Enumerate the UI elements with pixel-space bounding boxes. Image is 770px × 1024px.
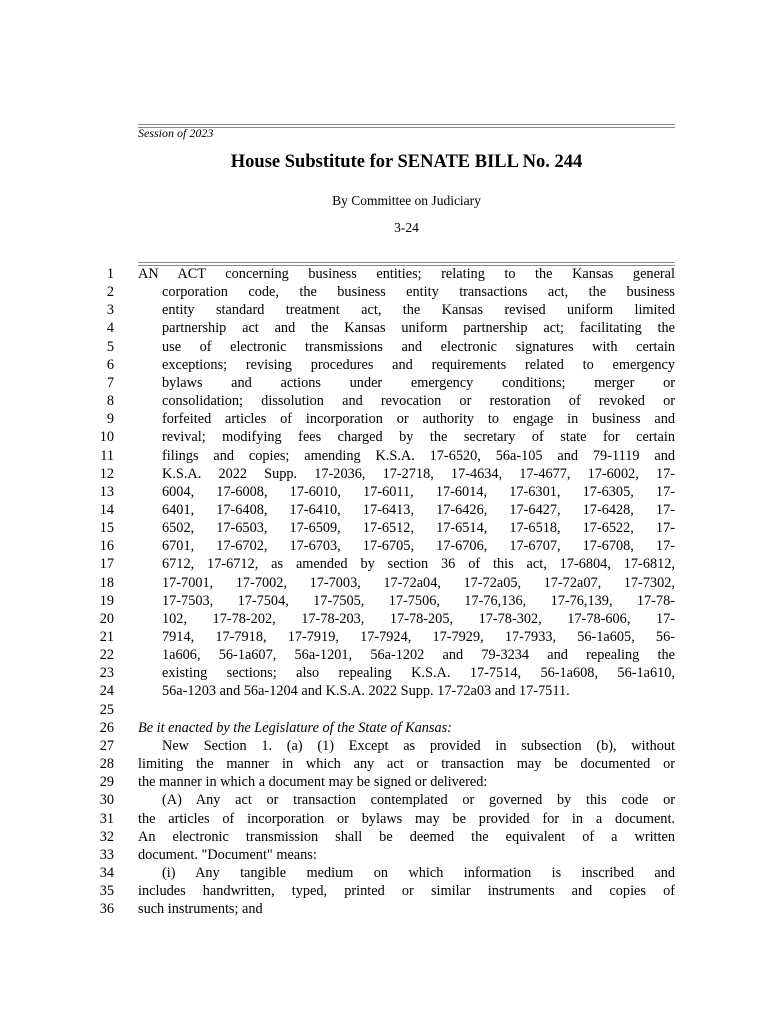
line-number: 20	[99, 610, 114, 627]
line-text: consolidation; dissolution and revocation or restoration of revoked or	[162, 393, 675, 410]
line-text: K.S.A. 2022 Supp. 17-2036, 17-2718, 17-4634, 17-4677, 17-6002, 17-	[162, 465, 675, 482]
line-number: 14	[99, 501, 114, 518]
line-number: 4	[106, 320, 114, 337]
line-number: 30	[99, 792, 114, 809]
line-text: 6401, 17-6408, 17-6410, 17-6413, 17-6426, 17-6427, 17-6428, 17-	[162, 501, 675, 518]
line-number: 33	[99, 846, 114, 863]
line-number: 25	[99, 701, 114, 718]
line-number: 29	[99, 774, 114, 791]
line-number: 22	[99, 647, 114, 664]
line-text: 17-7001, 17-7002, 17-7003, 17-72a04, 17-72a05, 17-72a07, 17-7302,	[162, 574, 675, 591]
line-number: 19	[99, 592, 114, 609]
line-text: filings and copies; amending K.S.A. 17-6520, 56a-105 and 79-1119 and	[162, 447, 675, 464]
line-number: 11	[100, 447, 114, 464]
line-text: forfeited articles of incorporation or authority to engage in business and	[162, 411, 675, 428]
line-text: 6712, 17-6712, as amended by section 36 of this act, 17-6804, 17-6812,	[162, 556, 675, 573]
line-text: 6701, 17-6702, 17-6703, 17-6705, 17-6706, 17-6707, 17-6708, 17-	[162, 538, 675, 555]
line-text: use of electronic transmissions and electronic signatures with certain	[162, 338, 675, 355]
line-number: 23	[99, 665, 114, 682]
line-text: (A) Any act or transaction contemplated or governed by this code or	[162, 792, 675, 809]
line-number: 8	[106, 393, 114, 410]
line-number: 5	[106, 338, 114, 355]
header-rule-bottom	[138, 127, 675, 128]
line-number: 9	[106, 411, 114, 428]
line-text: the articles of incorporation or bylaws may be provided for in a document.	[138, 810, 675, 827]
line-number: 6	[106, 356, 114, 373]
line-number: 13	[99, 483, 114, 500]
line-text: corporation code, the business entity transactions act, the business	[162, 284, 675, 301]
line-text: partnership act and the Kansas uniform partnership act; facilitating the	[162, 320, 675, 337]
line-text: exceptions; revising procedures and requirements related to emergency	[162, 356, 675, 373]
line-text: includes handwritten, typed, printed or similar instruments and copies of	[138, 883, 675, 900]
line-number: 28	[99, 756, 114, 773]
line-number: 21	[99, 629, 114, 645]
line-number: 35	[99, 883, 114, 900]
line-text: 6502, 17-6503, 17-6509, 17-6512, 17-6514, 17-6518, 17-6522, 17-	[162, 520, 675, 537]
line-text: 7914, 17-7918, 17-7919, 17-7924, 17-7929, 17-7933, 56-1a605, 56-	[162, 629, 675, 645]
line-number: 26	[99, 719, 114, 736]
line-number: 36	[99, 901, 114, 918]
line-text: 56a-1203 and 56a-1204 and K.S.A. 2022 Supp. 17-72a03 and 17-7511.	[162, 683, 570, 700]
line-text: 102, 17-78-202, 17-78-203, 17-78-205, 17-78-302, 17-78-606, 17-	[162, 610, 675, 627]
line-text: Be it enacted by the Legislature of the State of Kansas:	[138, 719, 452, 736]
line-number: 27	[99, 737, 114, 754]
line-number: 17	[99, 556, 114, 573]
line-number: 18	[99, 574, 114, 591]
line-text: An electronic transmission shall be deemed the equivalent of a written	[138, 828, 675, 845]
bill-title: House Substitute for SENATE BILL No. 244	[230, 152, 583, 172]
line-text: limiting the manner in which any act or transaction may be documented or	[138, 756, 675, 773]
line-text: 1a606, 56-1a607, 56a-1201, 56a-1202 and 79-3234 and repealing the	[162, 647, 675, 664]
line-number: 3	[106, 302, 114, 319]
line-number: 34	[99, 864, 114, 881]
line-number: 31	[99, 810, 114, 827]
line-text: New Section 1. (a) (1) Except as provided in subsection (b), without	[162, 737, 675, 754]
line-number: 32	[99, 828, 114, 845]
line-text: 17-7503, 17-7504, 17-7505, 17-7506, 17-76,136, 17-76,139, 17-78-	[162, 592, 675, 609]
line-number: 12	[99, 465, 114, 482]
line-text: such instruments; and	[138, 901, 263, 918]
line-text: document. "Document" means:	[138, 846, 317, 863]
line-text: the manner in which a document may be signed or delivered:	[138, 774, 488, 791]
line-number: 1	[106, 266, 114, 282]
line-number: 24	[99, 683, 114, 700]
line-text: 6004, 17-6008, 17-6010, 17-6011, 17-6014, 17-6301, 17-6305, 17-	[162, 483, 675, 500]
line-number: 16	[99, 538, 114, 555]
line-text: (i) Any tangible medium on which information is inscribed and	[162, 864, 675, 881]
line-text: entity standard treatment act, the Kansas revised uniform limited	[162, 302, 675, 319]
line-text: revival; modifying fees charged by the secretary of state for certain	[162, 429, 675, 446]
line-number: 7	[106, 374, 114, 391]
date-line: 3-24	[394, 220, 419, 235]
line-number: 2	[106, 284, 114, 301]
line-text: AN ACT concerning business entities; relating to the Kansas general	[138, 266, 675, 282]
line-number: 15	[99, 520, 114, 537]
committee-line: By Committee on Judiciary	[332, 193, 481, 208]
line-number: 10	[99, 429, 114, 446]
act-rule-top	[138, 262, 675, 263]
header-rule-top	[138, 124, 675, 125]
session-label: Session of 2023	[138, 126, 214, 140]
line-text: bylaws and actions under emergency conditions; merger or	[162, 374, 675, 391]
line-text: existing sections; also repealing K.S.A. 17-7514, 56-1a608, 56-1a610,	[162, 665, 675, 682]
